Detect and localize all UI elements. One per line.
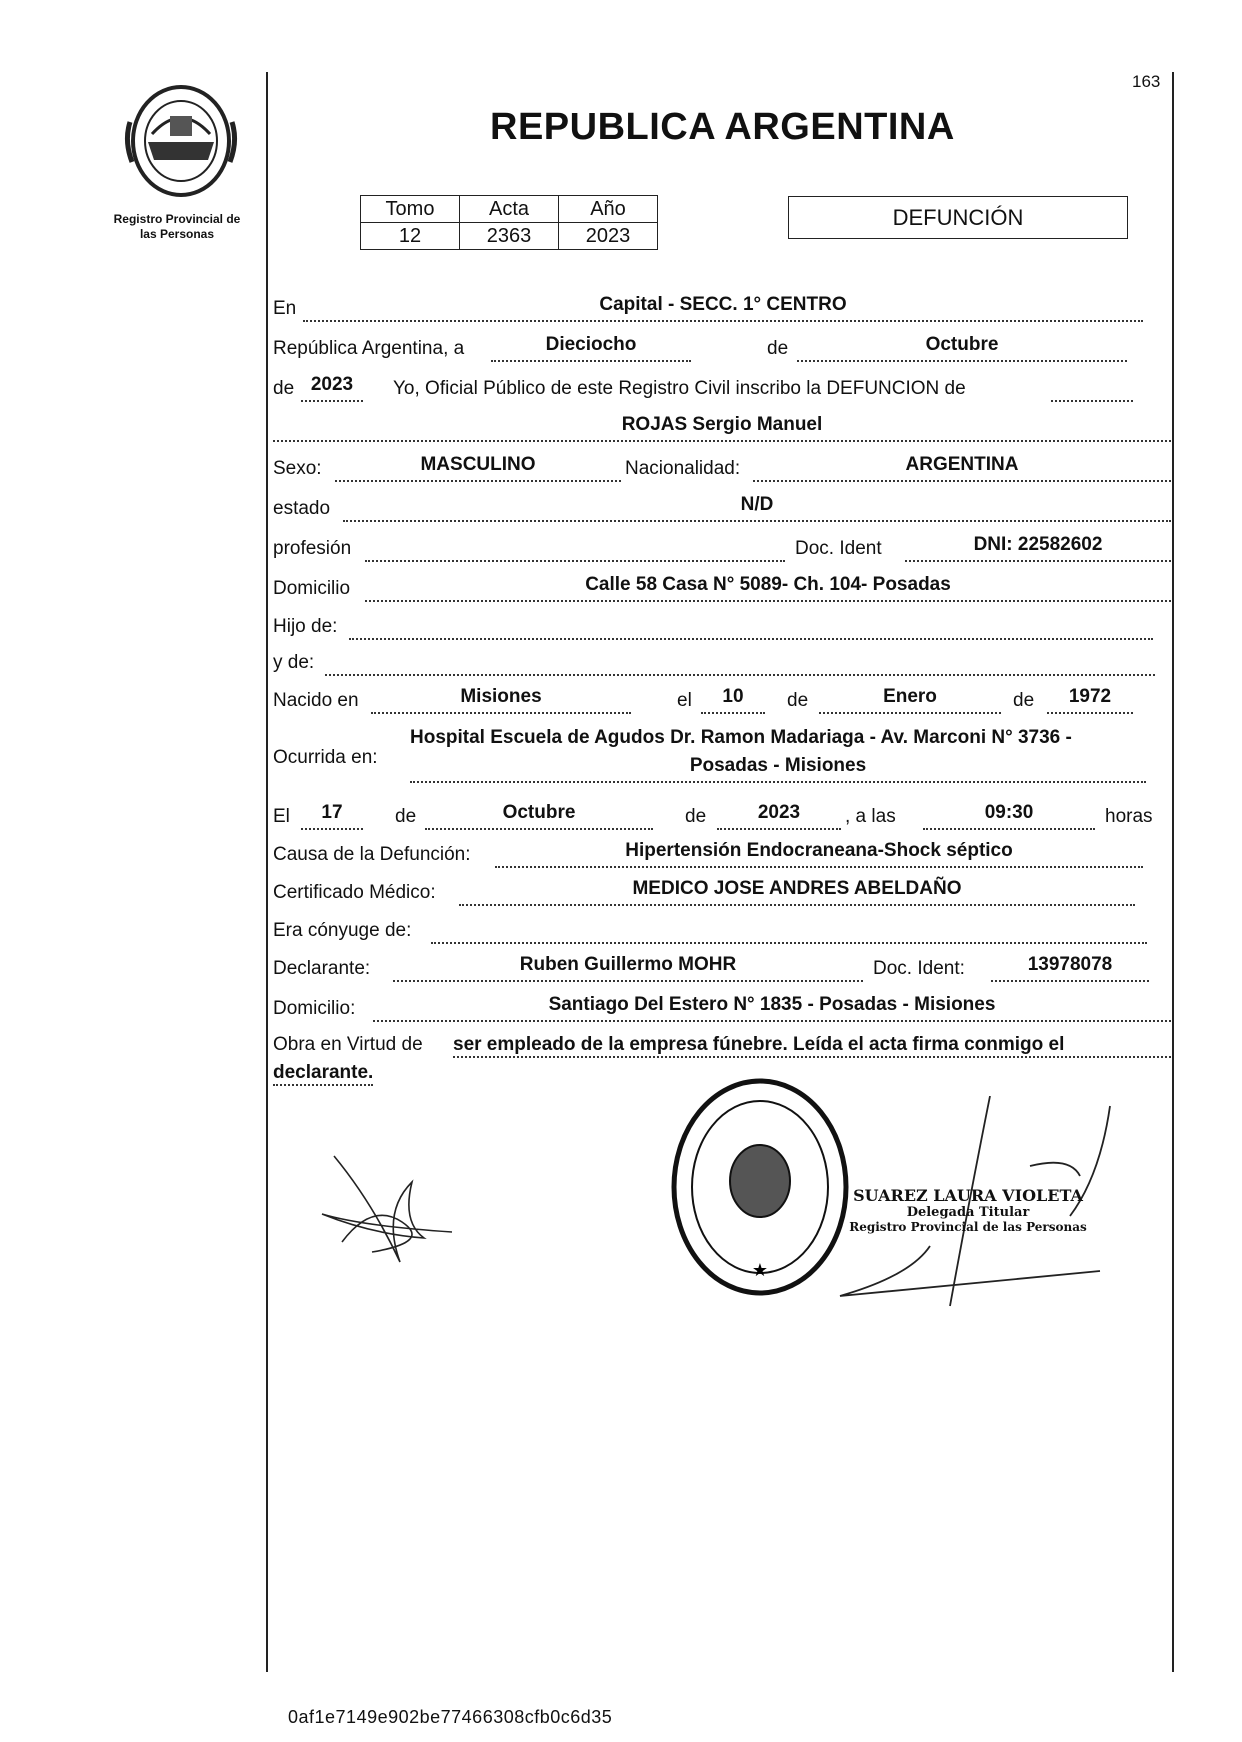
svg-text:★: ★ [751, 1260, 769, 1281]
row-name [273, 412, 1173, 442]
row-fecha-defuncion [273, 800, 1173, 830]
birth-year-value: 1972 [1068, 686, 1112, 707]
row-fecha [273, 332, 1173, 362]
conyuge-fill [431, 914, 1147, 944]
row-certificado [273, 876, 1173, 906]
name-value: ROJAS Sergio Manuel [621, 414, 823, 435]
year-value: 2023 [310, 374, 354, 395]
day-value: Dieciocho [545, 334, 637, 355]
hijo-fill [349, 610, 1153, 640]
profesion-fill [365, 532, 785, 562]
ocurrida-label: Ocurrida en: [273, 747, 378, 768]
ano-value: 2023 [559, 223, 658, 250]
el-label: el [677, 690, 692, 711]
ocurrida-line2: Posadas - Misiones [689, 755, 867, 776]
page-number: 163 [1132, 72, 1161, 91]
domicilio2-value: Santiago Del Estero N° 1835 - Posadas - Misiones [548, 994, 996, 1015]
de-label-5: de [395, 806, 417, 827]
tomo-acta-ano-table [360, 195, 658, 250]
nacionalidad-label: Nacionalidad: [625, 458, 741, 479]
de-label-1: de [767, 338, 789, 359]
de-label-3: de [787, 690, 809, 711]
official-org: Registro Provincial de las Personas [849, 1220, 1087, 1234]
doc-ident-value: DNI: 22582602 [973, 534, 1103, 555]
row-estado [273, 492, 1173, 522]
doc-ident-label: Doc. Ident [795, 538, 882, 559]
declarante-label: Declarante: [273, 958, 371, 979]
republica-label: República Argentina, a [273, 338, 465, 359]
ocurrida-line1: Hospital Escuela de Agudos Dr. Ramon Madariaga - Av. Marconi N° 3736 - [410, 727, 1072, 748]
death-month-value: Octubre [502, 802, 576, 823]
certificado-value: MEDICO JOSE ANDRES ABELDAÑO [632, 878, 962, 899]
y-de-fill [325, 646, 1155, 676]
acta-value: 2363 [460, 223, 559, 250]
page-title: REPUBLICA ARGENTINA [490, 106, 955, 148]
y-de-label: y de: [273, 652, 315, 673]
tomo-header: Tomo [361, 196, 460, 223]
nacido-value: Misiones [460, 686, 542, 707]
birth-day-value: 10 [722, 686, 744, 707]
estado-label: estado [273, 498, 331, 519]
hijo-label: Hijo de: [273, 616, 338, 637]
nacido-label: Nacido en [273, 690, 359, 711]
el-cap-label: El [273, 806, 290, 827]
registro-label-line2: las Personas [139, 227, 215, 241]
a-las-label: , a las [845, 806, 896, 827]
row-nacido [273, 684, 1173, 714]
de-label-2: de [273, 378, 295, 399]
declarant-signature [312, 1142, 462, 1272]
declarante-value: Ruben Guillermo MOHR [519, 954, 737, 975]
tomo-value: 12 [361, 223, 460, 250]
inscribo-fill [1051, 372, 1133, 402]
row-inscribo [273, 372, 1173, 402]
obra-label: Obra en Virtud de [273, 1034, 423, 1055]
row-y-de [273, 646, 1173, 676]
obra-value2: declarante. [273, 1062, 373, 1086]
birth-month-value: Enero [883, 686, 937, 707]
ocurrida-fill [410, 781, 1146, 783]
death-day-value: 17 [321, 802, 343, 823]
row-domicilio [273, 572, 1173, 602]
obra-value: ser empleado de la empresa fúnebre. Leída el acta firma conmigo el [453, 1034, 1171, 1058]
death-time-value: 09:30 [984, 802, 1034, 823]
profesion-label: profesión [273, 538, 352, 559]
row-hijo [273, 610, 1173, 640]
causa-label: Causa de la Defunción: [273, 844, 471, 865]
en-value: Capital - SECC. 1° CENTRO [599, 294, 847, 315]
official-name-block [848, 1186, 1088, 1234]
domicilio-value: Calle 58 Casa N° 5089- Ch. 104- Posadas [585, 574, 951, 595]
causa-value: Hipertensión Endocraneana-Shock séptico [625, 840, 1013, 861]
row-declarante [273, 952, 1173, 982]
de-label-6: de [685, 806, 707, 827]
ano-header: Año [559, 196, 658, 223]
row-ocurrida [273, 725, 1173, 795]
nacionalidad-value: ARGENTINA [905, 454, 1019, 475]
doc-ident2-label: Doc. Ident: [873, 958, 965, 979]
horas-label: horas [1105, 806, 1153, 827]
sexo-value: MASCULINO [420, 454, 536, 475]
row-sexo [273, 452, 1173, 482]
sexo-label: Sexo: [273, 458, 322, 479]
conyuge-label: Era cónyuge de: [273, 920, 412, 941]
document-hash: 0af1e7149e902be77466308cfb0c6d35 [288, 1707, 613, 1727]
document-type-box: DEFUNCIÓN [788, 196, 1128, 239]
month-value: Octubre [925, 334, 999, 355]
certificado-label: Certificado Médico: [273, 882, 436, 903]
estado-value: N/D [740, 494, 774, 515]
registro-label-line1: Registro Provincial de [113, 212, 241, 226]
registro-label [92, 212, 262, 242]
acta-header: Acta [460, 196, 559, 223]
en-label: En [273, 298, 297, 319]
doc-ident2-value: 13978078 [1027, 954, 1113, 975]
official-role: Delegada Titular [906, 1205, 1030, 1220]
provincial-seal [122, 82, 240, 200]
death-year-value: 2023 [757, 802, 801, 823]
row-conyuge [273, 914, 1173, 944]
row-causa [273, 838, 1173, 868]
official-name: SUAREZ LAURA VIOLETA [853, 1186, 1083, 1205]
domicilio2-label: Domicilio: [273, 998, 356, 1019]
domicilio-label: Domicilio [273, 578, 351, 599]
row-en [273, 292, 1173, 322]
inscribo-text: Yo, Oficial Público de este Registro Civil inscribo la DEFUNCION de [393, 378, 966, 399]
row-domicilio2 [273, 992, 1173, 1022]
left-margin-rule [266, 72, 268, 1672]
de-label-4: de [1013, 690, 1035, 711]
row-profesion [273, 532, 1173, 562]
